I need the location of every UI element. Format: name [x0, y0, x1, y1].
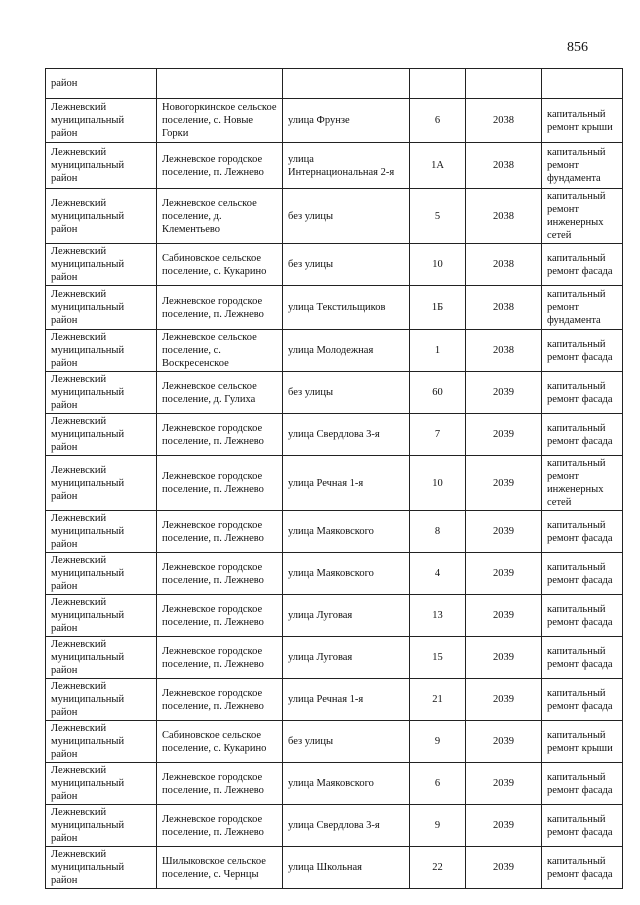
cell-settlement: Сабиновское сельское поселение, с. Кукарино — [157, 244, 283, 286]
cell-work: капитальный ремонт фасада — [542, 595, 623, 637]
table-row — [46, 99, 623, 143]
cell-street: улица Луговая — [283, 637, 410, 679]
cell-settlement: Лежневское городское поселение, п. Лежнево — [157, 143, 283, 189]
cell-year: 2039 — [466, 553, 542, 595]
cell-year: 2039 — [466, 847, 542, 889]
cell-work: капитальный ремонт фасада — [542, 805, 623, 847]
cell-house: 22 — [410, 847, 466, 889]
table-row — [46, 637, 623, 679]
cell-house: 10 — [410, 244, 466, 286]
cell-house: 9 — [410, 805, 466, 847]
cell-district: Лежневский муниципальный район — [46, 99, 157, 143]
cell-work: капитальный ремонт фасада — [542, 414, 623, 456]
cell-settlement: Лежневское городское поселение, п. Лежнево — [157, 511, 283, 553]
cell-year: 2039 — [466, 414, 542, 456]
cell-year: 2038 — [466, 330, 542, 372]
cell-street: улица Речная 1-я — [283, 456, 410, 511]
cell-street: улица Маяковского — [283, 511, 410, 553]
cell-house: 4 — [410, 553, 466, 595]
cell-house: 5 — [410, 189, 466, 244]
cell-district: Лежневский муниципальный район — [46, 414, 157, 456]
cell-work: капитальный ремонт крыши — [542, 99, 623, 143]
cell-year: 2039 — [466, 679, 542, 721]
cell-work: капитальный ремонт фасада — [542, 679, 623, 721]
table-row — [46, 372, 623, 414]
cell-work: капитальный ремонт фасада — [542, 763, 623, 805]
table-row — [46, 721, 623, 763]
cell-house: 9 — [410, 721, 466, 763]
cell-house: 6 — [410, 99, 466, 143]
cell-street: улица Интернациональная 2-я — [283, 143, 410, 189]
cell-work: капитальный ремонт фасада — [542, 330, 623, 372]
cell-year: 2039 — [466, 595, 542, 637]
cell-district: Лежневский муниципальный район — [46, 330, 157, 372]
cell-year: 2039 — [466, 511, 542, 553]
cell-work: капитальный ремонт фасада — [542, 553, 623, 595]
cell-house — [410, 69, 466, 99]
cell-street: улица Фрунзе — [283, 99, 410, 143]
cell-street: без улицы — [283, 189, 410, 244]
cell-work: капитальный ремонт фасада — [542, 637, 623, 679]
table-row — [46, 847, 623, 889]
cell-district: Лежневский муниципальный район — [46, 553, 157, 595]
page-number: 856 — [567, 40, 588, 55]
cell-settlement: Лежневское городское поселение, п. Лежнево — [157, 805, 283, 847]
cell-district: Лежневский муниципальный район — [46, 189, 157, 244]
cell-district: Лежневский муниципальный район — [46, 244, 157, 286]
cell-house: 1 — [410, 330, 466, 372]
table-row — [46, 595, 623, 637]
cell-settlement: Лежневское городское поселение, п. Лежнево — [157, 679, 283, 721]
cell-year: 2039 — [466, 763, 542, 805]
cell-district: Лежневский муниципальный район — [46, 847, 157, 889]
cell-street: без улицы — [283, 244, 410, 286]
cell-district: Лежневский муниципальный район — [46, 595, 157, 637]
cell-house: 1А — [410, 143, 466, 189]
table-row — [46, 763, 623, 805]
cell-street: улица Маяковского — [283, 553, 410, 595]
cell-street: улица Речная 1-я — [283, 679, 410, 721]
cell-district: район — [46, 69, 157, 99]
table-row — [46, 679, 623, 721]
table-row — [46, 330, 623, 372]
cell-district: Лежневский муниципальный район — [46, 721, 157, 763]
cell-work: капитальный ремонт инженерных сетей — [542, 189, 623, 244]
table-body — [46, 69, 623, 889]
cell-settlement: Лежневское городское поселение, п. Лежнево — [157, 763, 283, 805]
cell-street: без улицы — [283, 721, 410, 763]
cell-work: капитальный ремонт фундамента — [542, 143, 623, 189]
cell-street: улица Текстильщиков — [283, 286, 410, 330]
table-row — [46, 511, 623, 553]
table-row — [46, 553, 623, 595]
cell-house: 10 — [410, 456, 466, 511]
cell-district: Лежневский муниципальный район — [46, 143, 157, 189]
table-row-fragment — [46, 69, 623, 99]
cell-year: 2039 — [466, 721, 542, 763]
cell-settlement: Сабиновское сельское поселение, с. Кукарино — [157, 721, 283, 763]
cell-settlement: Шилыковское сельское поселение, с. Чернцы — [157, 847, 283, 889]
cell-settlement: Лежневское городское поселение, п. Лежнево — [157, 553, 283, 595]
cell-work: капитальный ремонт инженерных сетей — [542, 456, 623, 511]
cell-street — [283, 69, 410, 99]
cell-street: улица Школьная — [283, 847, 410, 889]
cell-work: капитальный ремонт крыши — [542, 721, 623, 763]
table-row — [46, 244, 623, 286]
table-row — [46, 286, 623, 330]
cell-district: Лежневский муниципальный район — [46, 805, 157, 847]
cell-work: капитальный ремонт фасада — [542, 511, 623, 553]
cell-district: Лежневский муниципальный район — [46, 456, 157, 511]
cell-district: Лежневский муниципальный район — [46, 372, 157, 414]
cell-house: 1Б — [410, 286, 466, 330]
cell-year: 2039 — [466, 805, 542, 847]
cell-street: без улицы — [283, 372, 410, 414]
cell-year: 2038 — [466, 286, 542, 330]
cell-house: 6 — [410, 763, 466, 805]
cell-work: капитальный ремонт фасада — [542, 372, 623, 414]
cell-year: 2038 — [466, 99, 542, 143]
cell-settlement: Лежневское сельское поселение, д. Гулиха — [157, 372, 283, 414]
cell-street: улица Маяковского — [283, 763, 410, 805]
cell-house: 60 — [410, 372, 466, 414]
cell-district: Лежневский муниципальный район — [46, 763, 157, 805]
table-row — [46, 414, 623, 456]
cell-work: капитальный ремонт фасада — [542, 847, 623, 889]
cell-district: Лежневский муниципальный район — [46, 679, 157, 721]
cell-year — [466, 69, 542, 99]
cell-year: 2038 — [466, 143, 542, 189]
cell-street: улица Молодежная — [283, 330, 410, 372]
cell-settlement: Лежневское городское поселение, п. Лежнево — [157, 286, 283, 330]
cell-street: улица Луговая — [283, 595, 410, 637]
cell-house: 15 — [410, 637, 466, 679]
cell-year: 2038 — [466, 189, 542, 244]
cell-year: 2039 — [466, 372, 542, 414]
cell-house: 7 — [410, 414, 466, 456]
cell-settlement: Лежневское сельское поселение, с. Воскресенское — [157, 330, 283, 372]
cell-settlement — [157, 69, 283, 99]
cell-work — [542, 69, 623, 99]
cell-settlement: Лежневское городское поселение, п. Лежнево — [157, 456, 283, 511]
cell-settlement: Лежневское городское поселение, п. Лежнево — [157, 414, 283, 456]
table-row — [46, 189, 623, 244]
cell-settlement: Лежневское городское поселение, п. Лежнево — [157, 637, 283, 679]
table-row — [46, 456, 623, 511]
table-row — [46, 143, 623, 189]
cell-settlement: Лежневское городское поселение, п. Лежнево — [157, 595, 283, 637]
cell-work: капитальный ремонт фасада — [542, 244, 623, 286]
cell-settlement: Лежневское сельское поселение, д. Клементьево — [157, 189, 283, 244]
cell-year: 2039 — [466, 456, 542, 511]
cell-street: улица Свердлова 3-я — [283, 414, 410, 456]
cell-settlement: Новогоркинское сельское поселение, с. Новые Горки — [157, 99, 283, 143]
cell-work: капитальный ремонт фундамента — [542, 286, 623, 330]
cell-year: 2039 — [466, 637, 542, 679]
cell-street: улица Свердлова 3-я — [283, 805, 410, 847]
cell-house: 8 — [410, 511, 466, 553]
cell-house: 21 — [410, 679, 466, 721]
table-row — [46, 805, 623, 847]
cell-district: Лежневский муниципальный район — [46, 286, 157, 330]
cell-year: 2038 — [466, 244, 542, 286]
cell-district: Лежневский муниципальный район — [46, 511, 157, 553]
cell-district: Лежневский муниципальный район — [46, 637, 157, 679]
registry-table — [45, 68, 623, 889]
cell-house: 13 — [410, 595, 466, 637]
